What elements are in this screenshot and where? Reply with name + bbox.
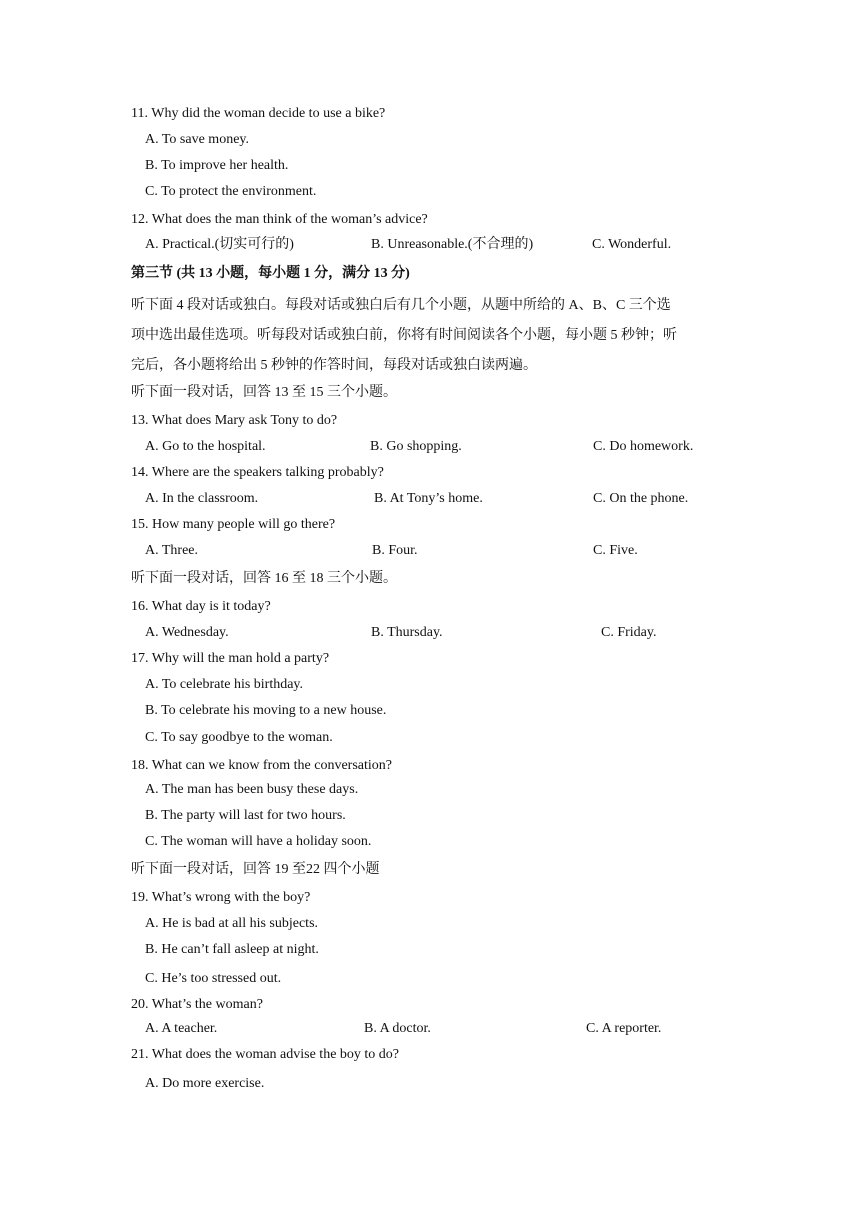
listening-prompt-3: 听下面一段对话，回答 19 至22 四个小题 [131, 862, 380, 877]
question-18-option-c: C. The woman will have a holiday soon. [145, 834, 372, 849]
question-19-option-b: B. He can’t fall asleep at night. [145, 942, 319, 957]
question-15-stem: 15. How many people will go there? [131, 517, 336, 532]
question-11-option-c: C. To protect the environment. [145, 184, 317, 199]
question-20-option-a: A. A teacher. [145, 1021, 218, 1036]
question-13-option-a: A. Go to the hospital. [145, 439, 266, 454]
question-11-option-b: B. To improve her health. [145, 158, 289, 173]
instructions-line-1: 听下面 4 段对话或独白。每段对话或独白后有几个小题，从题中所给的 A、B、C 三个选 [131, 298, 671, 313]
question-11-option-a: A. To save money. [145, 132, 250, 147]
question-18-option-b: B. The party will last for two hours. [145, 808, 346, 823]
question-17-option-a: A. To celebrate his birthday. [145, 677, 304, 692]
question-13-stem: 13. What does Mary ask Tony to do? [131, 413, 338, 428]
section-3-heading: 第三节 (共 13 小题，每小题 1 分，满分 13 分) [131, 266, 410, 281]
instructions-line-2: 项中选出最佳选项。听每段对话或独白前，你将有时间阅读各个小题，每小题 5 秒钟；听 [131, 328, 677, 343]
question-21-stem: 21. What does the woman advise the boy to do? [131, 1047, 400, 1062]
question-14-option-c: C. On the phone. [593, 491, 689, 506]
question-12-option-c: C. Wonderful. [592, 237, 672, 252]
instructions-line-3: 完后，各小题将给出 5 秒钟的作答时间，每段对话或独白读两遍。 [131, 358, 537, 373]
question-20-stem: 20. What’s the woman? [131, 997, 263, 1012]
question-19-option-c: C. He’s too stressed out. [145, 971, 282, 986]
question-13-option-b: B. Go shopping. [370, 439, 462, 454]
question-17-option-b: B. To celebrate his moving to a new house. [145, 703, 387, 718]
question-19-option-a: A. He is bad at all his subjects. [145, 916, 319, 931]
question-16-stem: 16. What day is it today? [131, 599, 271, 614]
question-11-stem: 11. Why did the woman decide to use a bike? [131, 106, 386, 121]
question-15-option-a: A. Three. [145, 543, 198, 558]
question-18-stem: 18. What can we know from the conversation? [131, 758, 392, 773]
listening-prompt-1: 听下面一段对话，回答 13 至 15 三个小题。 [131, 385, 397, 400]
question-20-option-b: B. A doctor. [364, 1021, 431, 1036]
question-18-option-a: A. The man has been busy these days. [145, 782, 359, 797]
question-16-option-b: B. Thursday. [371, 625, 443, 640]
question-16-option-c: C. Friday. [601, 625, 657, 640]
question-21-option-a: A. Do more exercise. [145, 1076, 265, 1091]
question-14-option-b: B. At Tony’s home. [374, 491, 483, 506]
question-17-stem: 17. Why will the man hold a party? [131, 651, 330, 666]
section-3-instructions [131, 291, 726, 381]
question-13-option-c: C. Do homework. [593, 439, 694, 454]
question-12-option-b: B. Unreasonable.(不合理的) [371, 237, 534, 252]
question-12-stem: 12. What does the man think of the woman’s advice? [131, 212, 428, 227]
question-14-stem: 14. Where are the speakers talking probably? [131, 465, 384, 480]
question-16-option-a: A. Wednesday. [145, 625, 229, 640]
question-12-option-a: A. Practical.(切实可行的) [145, 237, 294, 252]
question-17-option-c: C. To say goodbye to the woman. [145, 730, 333, 745]
question-20-option-c: C. A reporter. [586, 1021, 662, 1036]
listening-prompt-2: 听下面一段对话，回答 16 至 18 三个小题。 [131, 571, 397, 586]
question-15-option-c: C. Five. [593, 543, 638, 558]
question-19-stem: 19. What’s wrong with the boy? [131, 890, 311, 905]
question-15-option-b: B. Four. [372, 543, 418, 558]
question-14-option-a: A. In the classroom. [145, 491, 259, 506]
